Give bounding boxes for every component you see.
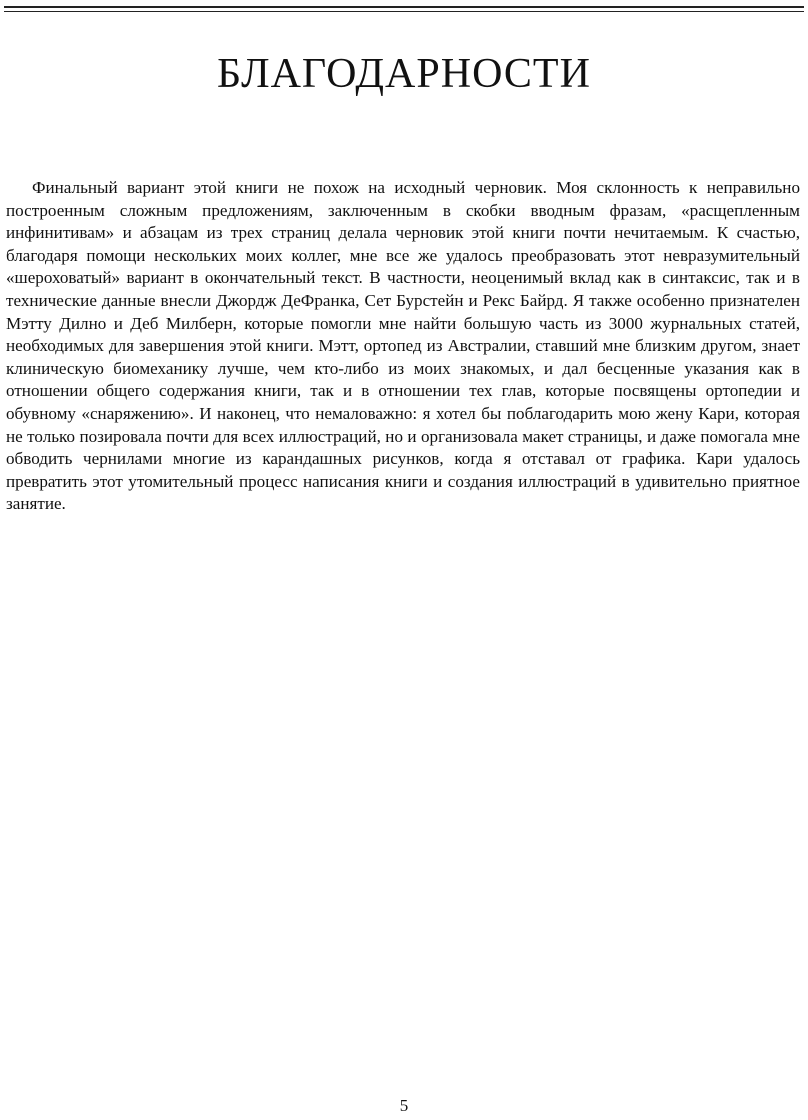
page-title: БЛАГОДАРНОСТИ [217, 51, 591, 97]
header-rule-thick [4, 6, 804, 8]
page-number: 5 [399, 1096, 409, 1115]
acknowledgements-paragraph: Финальный вариант этой книги не похож на исходный черновик. Моя склонность к неправильно построенным сложным предложениям, заключенным в скобки вводным фразам, «расщепленным инфинитивам» и абзацам из трех страниц делала черновик этой книги почти нечитаемым. К счастью, благодаря помощи нескольких моих коллег, мне все же удалось преобразовать этот невразумительный «шероховатый» вариант в окончательный текст. В частности, неоценимый вклад как в синтаксис, так и в технические данные внесли Джордж ДеФранка, Сет Бурстейн и Рекс Байрд. Я также особенно признателен Мэтту Дилно и Деб Милберн, которые помогли мне найти большую часть из 3000 журнальных статей, необходимых для завершения этой книги. Мэтт, ортопед из Австралии, ставший мне близким другом, знает клиническую биомеханику лучше, чем кто-либо из моих знакомых, и дал бесценные указания как в отношении общего содержания книги, так и в отношении тех глав, которые посвящены ортопедии и обувному «снаряжению». И наконец, что немаловажно: я хотел бы поблагодарить мою жену Кари, которая не только позировала почти для всех иллюстраций, но и организовала макет страницы, и даже помогала мне обводить чернилами многие из карандашных рисунков, когда я отставал от графика. Кари удалось превратить этот утомительный процесс написания книги и создания иллюстраций в удивительно приятное занятие. [6, 178, 800, 514]
header-rule-thin [4, 11, 804, 12]
